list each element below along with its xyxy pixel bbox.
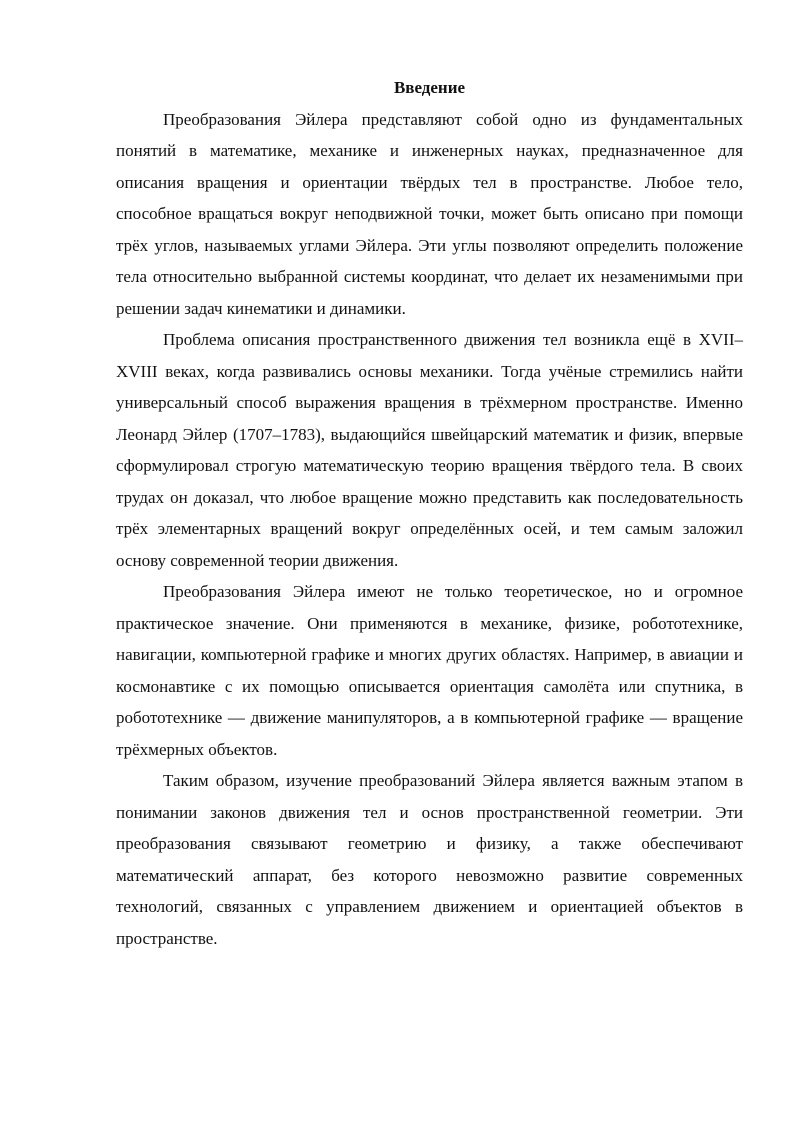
paragraph-3: Преобразования Эйлера имеют не только теоретическое, но и огромное практическое значение. Они применяются в механике, физике, робототехнике, навигации, компьютерной графике и многих других областях. Например, в авиации и космонавтике с их помощью описывается ориентация самолёта или спутника, в робототехнике — движение манипуляторов, а в компьютерной графике — вращение трёхмерных объектов. bbox=[116, 582, 743, 759]
paragraph-2: Проблема описания пространственного движения тел возникла ещё в XVII–XVIII веках, когда развивались основы механики. Тогда учёные стремились найти универсальный способ выражения вращения в трёхмерном пространстве. Именно Леонард Эйлер (1707–1783), выдающийся швейцарский математик и физик, впервые сформулировал строгую математическую теорию вращения твёрдого тела. В своих трудах он доказал, что любое вращение можно представить как последовательность трёх элементарных вращений вокруг определённых осей, и тем самым заложил основу современной теории движения. bbox=[116, 330, 743, 570]
section-title: Введение bbox=[393, 78, 466, 97]
document-body bbox=[116, 72, 743, 954]
paragraph-4: Таким образом, изучение преобразований Эйлера является важным этапом в понимании законов движения тел и основ пространственной геометрии. Эти преобразования связывают геометрию и физику, а также обеспечивают математический аппарат, без которого невозможно развитие современных технологий, связанных с управлением движением и ориентацией объектов в пространстве. bbox=[116, 771, 743, 948]
paragraph-1: Преобразования Эйлера представляют собой одно из фундаментальных понятий в математике, механике и инженерных науках, предназначенное для описания вращения и ориентации твёрдых тел в пространстве. Любое тело, способное вращаться вокруг неподвижной точки, может быть описано при помощи трёх углов, называемых углами Эйлера. Эти углы позволяют определить положение тела относительно выбранной системы координат, что делает их незаменимыми при решении задач кинематики и динамики. bbox=[116, 109, 743, 318]
